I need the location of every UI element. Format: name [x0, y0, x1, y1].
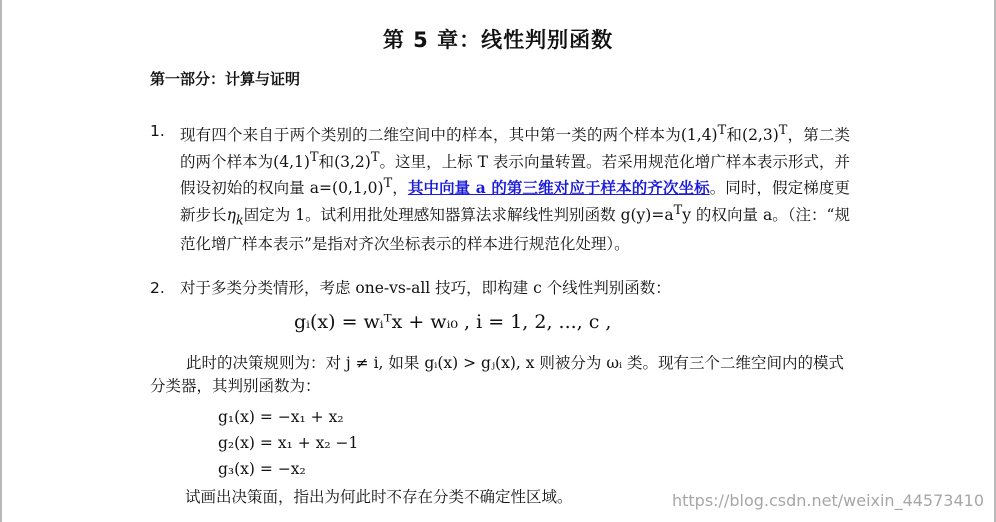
equation-g2: g₂(x) = x₁ + x₂ −1 [218, 434, 359, 452]
q1-highlight: 其中向量 a 的第三维对应于样本的齐次坐标 [407, 178, 710, 198]
q1-text-c: ，第二类的两个样本为(4,1) [180, 126, 850, 171]
question-2 [150, 277, 850, 300]
q1-sup: T [673, 202, 683, 218]
q1-text-f: ， [392, 179, 408, 198]
q1-text-e: 。这里，上标 T 表示向量转置。若采用规范化增广样本表示形式，并假设初始的权向量 a=(0,1,0) [180, 152, 851, 198]
discriminant-formula: gᵢ(x) = wᵢᵀx + wᵢ₀ , i = 1, 2, ..., c , [294, 311, 612, 333]
question-1-number: 1. [150, 122, 165, 140]
q1-sup: T [309, 149, 319, 165]
chapter-title: 第 5 章：线性判别函数 [382, 28, 614, 52]
q1-sup: T [383, 176, 393, 192]
decision-rule-text: 此时的决策规则为：对 j ≠ i, 如果 gᵢ(x) > gⱼ(x), x 则被分为 ωᵢ 类。现有三个二维空间内的模式分类器，其判别函数为： [150, 354, 845, 395]
equation-g3: g₃(x) = −x₂ [218, 460, 306, 478]
q1-text-a: 现有四个来自于两个类别的二维空间中的样本，其中第一类的两个样本为(1,4) [180, 126, 718, 145]
question-2-body: 对于多类分类情形，考虑 one-vs-all 技巧，即构建 c 个线性判别函数： [180, 279, 671, 297]
q1-eta-sub: k [235, 213, 244, 229]
q1-text-b: 和(2,3) [726, 126, 779, 145]
question-1 [150, 120, 850, 255]
q1-sup: T [717, 123, 727, 138]
question-1-body [180, 120, 850, 255]
question-2-number: 2. [150, 279, 165, 297]
question-2-instruction: 试画出决策面，指出为何此时不存在分类不确定性区域。 [185, 488, 573, 506]
q1-text-h: 固定为 1。试利用批处理感知器算法求解线性判别函数 g(y)=a [243, 206, 674, 225]
q1-text-d: 和(3,2) [318, 152, 371, 171]
decision-rule [150, 352, 850, 398]
equation-g1: g₁(x) = −x₁ + x₂ [218, 408, 344, 426]
q1-sup: T [778, 123, 788, 138]
q1-sup: T [370, 149, 380, 165]
q1-eta: η [226, 206, 236, 225]
left-page-border [0, 0, 2, 522]
q1-text-i: y 的权向量 a。（注：“规范化增广样本表示”是指对齐次坐标表示的样本进行规范化处理）。 [180, 206, 850, 253]
section-heading: 第一部分：计算与证明 [150, 70, 301, 88]
q1-text-g: 。同时，假定梯度更新步长 [180, 179, 850, 225]
watermark: https://blog.csdn.net/weixin_44573410 [671, 491, 984, 510]
